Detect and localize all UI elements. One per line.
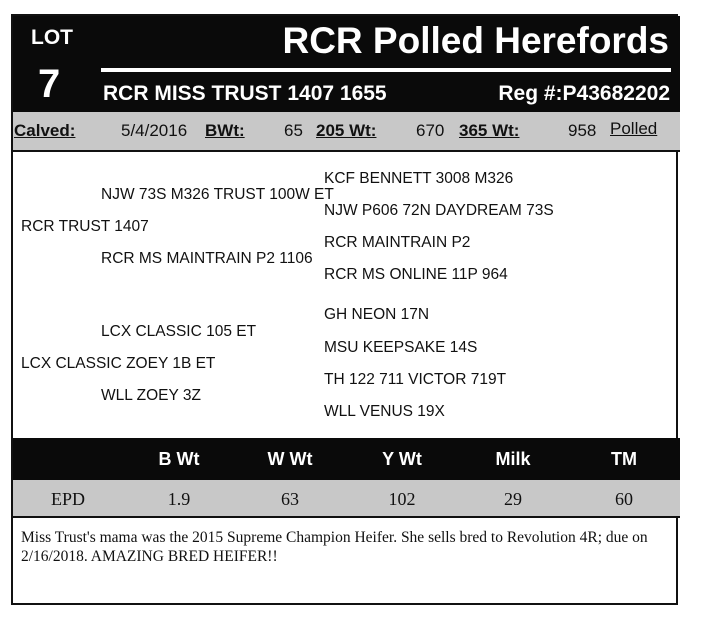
dam-sire: LCX CLASSIC 105 ET (101, 323, 257, 340)
lot-notes: Miss Trust's mama was the 2015 Supreme Champion Heifer. She sells bred to Revolution 4R; due on 2/16/2018. AMAZING BRED HEIFER!! (21, 529, 648, 565)
lot-header (13, 16, 680, 112)
epd-row-label: EPD (50, 489, 85, 509)
epd-value-tm: 60 (615, 489, 633, 509)
sire-dam: RCR MS MAINTRAIN P2 1106 (101, 250, 313, 267)
lot-card (11, 14, 678, 605)
epd-value-wwt: 63 (281, 489, 299, 509)
epd-value-bwt: 1.9 (167, 489, 191, 509)
sire-sire: NJW 73S M326 TRUST 100W ET (101, 186, 334, 203)
registration-number: Reg #:P43682202 (498, 82, 670, 105)
dam-dam-dam: WLL VENUS 19X (324, 403, 445, 420)
wt205-value: 670 (416, 121, 445, 140)
wt205-label: 205 Wt: (316, 121, 377, 140)
calved-label: Calved: (14, 121, 76, 140)
polled-label: Polled (610, 119, 658, 138)
sire-dam-dam: RCR MS ONLINE 11P 964 (324, 266, 508, 283)
epd-header-wwt: W Wt (267, 449, 313, 469)
epd-header-bwt: B Wt (158, 449, 200, 469)
bwt-label: BWt: (205, 121, 245, 140)
dam: LCX CLASSIC ZOEY 1B ET (21, 355, 216, 372)
lot-label: LOT (31, 26, 73, 49)
animal-name: RCR MISS TRUST 1407 1655 (103, 82, 387, 105)
dam-dam-sire: TH 122 711 VICTOR 719T (324, 371, 507, 388)
sire-sire-dam: NJW P606 72N DAYDREAM 73S (324, 202, 554, 219)
lot-number: 7 (38, 62, 61, 106)
dam-sire-sire: GH NEON 17N (324, 306, 430, 323)
calved-value: 5/4/2016 (121, 121, 188, 140)
sire-dam-sire: RCR MAINTRAIN P2 (324, 234, 471, 251)
sire-sire-sire: KCF BENNETT 3008 M326 (324, 170, 514, 187)
epd-header-row (13, 438, 680, 480)
epd-values-row (13, 480, 680, 518)
sire: RCR TRUST 1407 (21, 218, 149, 235)
info-bar (13, 112, 680, 152)
header-divider (101, 68, 671, 72)
epd-header-milk: Milk (495, 449, 531, 469)
epd-value-milk: 29 (504, 489, 522, 509)
wt365-label: 365 Wt: (459, 121, 520, 140)
dam-sire-dam: MSU KEEPSAKE 14S (324, 339, 478, 356)
epd-header-ywt: Y Wt (382, 449, 422, 469)
bwt-value: 65 (284, 121, 303, 140)
dam-dam: WLL ZOEY 3Z (101, 387, 201, 404)
epd-header-tm: TM (611, 449, 637, 469)
epd-value-ywt: 102 (388, 489, 416, 509)
wt365-value: 958 (568, 121, 597, 140)
farm-name: RCR Polled Herefords (282, 20, 669, 61)
pedigree (13, 152, 680, 438)
